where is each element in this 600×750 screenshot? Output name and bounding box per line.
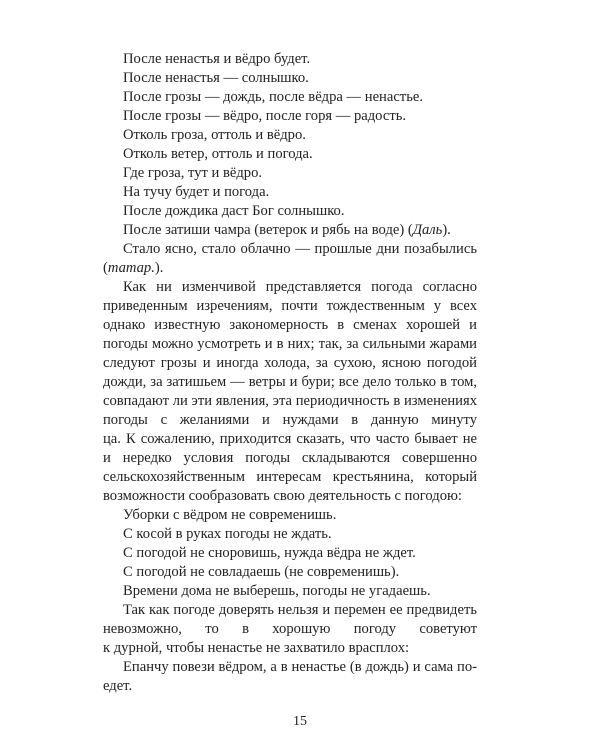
paragraph-line: к дурной, чтобы ненастье не захватило врасплох: — [103, 640, 410, 656]
page-text — [103, 50, 477, 696]
paragraph-line: дожди, за затишьем — ветры и бури; все дело только в том, — [103, 374, 477, 390]
paragraph-line: совпадают ли эти явления, эта периодичность в изменениях — [103, 393, 477, 409]
paragraph-line: сельскохозяйственным интересам крестьянина, который — [103, 469, 477, 485]
paragraph-preparation — [103, 601, 477, 658]
proverb-line: После грозы — дождь, после вёдра — ненастье. — [123, 89, 423, 105]
proverb-line: С погодой не сноровишь, нужда вёдра не ждет. — [123, 545, 416, 561]
source-citation: Даль — [412, 222, 443, 238]
proverb-line: Отколь гроза, оттоль и вёдро. — [123, 127, 306, 143]
proverb-line: С погодой не совладаешь (не современишь). — [123, 564, 400, 580]
proverb-line: едет. — [103, 678, 133, 694]
paragraph-line: Как ни изменчивой представляется погода согласно — [123, 279, 477, 295]
paragraph-line: следуют грозы и иногда холода, за сухою, ясною погодой — [103, 355, 477, 371]
paragraph-line: приведенным изречениям, почти тождественным у всех — [103, 298, 477, 314]
page-number: 15 — [293, 714, 307, 729]
proverb-cloak — [103, 658, 477, 696]
proverb-punct: ). — [442, 222, 451, 238]
proverb-line: С косой в руках погоды не ждать. — [123, 526, 332, 542]
proverbs-weather-change — [103, 50, 477, 278]
paragraph-line: погоды можно усмотреть и в них; так, за сильными жарами — [103, 336, 477, 352]
proverb-line-tatar — [103, 259, 477, 278]
proverb-line: После ненастья — солнышко. — [123, 70, 309, 86]
proverb-punct: ). — [154, 260, 164, 276]
paragraph-line: однако известную закономерность в сменах хорошей и — [103, 317, 477, 333]
proverb-line: После дождика даст Бог солнышко. — [123, 203, 345, 219]
proverb-line: На тучу будет и погода. — [123, 184, 270, 200]
proverb-line: Стало ясно, стало облачно — прошлые дни позабылись — [123, 241, 477, 257]
paragraph-line: возможности сообразовать свою деятельность с погодою: — [103, 488, 462, 504]
proverb-punct: ( — [103, 260, 108, 276]
paragraph-line: Так как погоде доверять нельзя и перемен ее предвидеть — [123, 602, 477, 618]
proverb-line: Где гроза, тут и вёдро. — [123, 165, 263, 181]
proverb-line: Времени дома не выберешь, погоды не угадаешь. — [123, 583, 431, 599]
proverb-text: После затиши чамра (ветерок и рябь на воде) ( — [123, 222, 413, 238]
paragraph-line: ца. К сожалению, приходится сказать, что часто бывает не — [103, 431, 477, 447]
proverb-line: Отколь ветер, оттоль и погода. — [123, 146, 313, 162]
proverb-line: Епанчу повези вёдром, а в ненастье (в дождь) и сама по- — [123, 659, 477, 675]
paragraph-line: и нередко условия погоды складываются совершенно — [103, 450, 477, 466]
paragraph-regularity — [103, 278, 477, 506]
paragraph-line: невозможно, то в хорошую погоду советуют — [103, 621, 477, 637]
source-citation: татар. — [107, 260, 155, 276]
proverb-line: После ненастья и вёдро будет. — [123, 51, 311, 67]
proverb-line-dal — [103, 221, 477, 240]
proverbs-harvest — [103, 506, 477, 601]
paragraph-line: погоды с желаниями и нуждами в данную минуту — [103, 412, 477, 428]
proverb-line: Уборки с вёдром не современишь. — [123, 507, 337, 523]
proverb-line: После грозы — вёдро, после горя — радость. — [123, 108, 407, 124]
